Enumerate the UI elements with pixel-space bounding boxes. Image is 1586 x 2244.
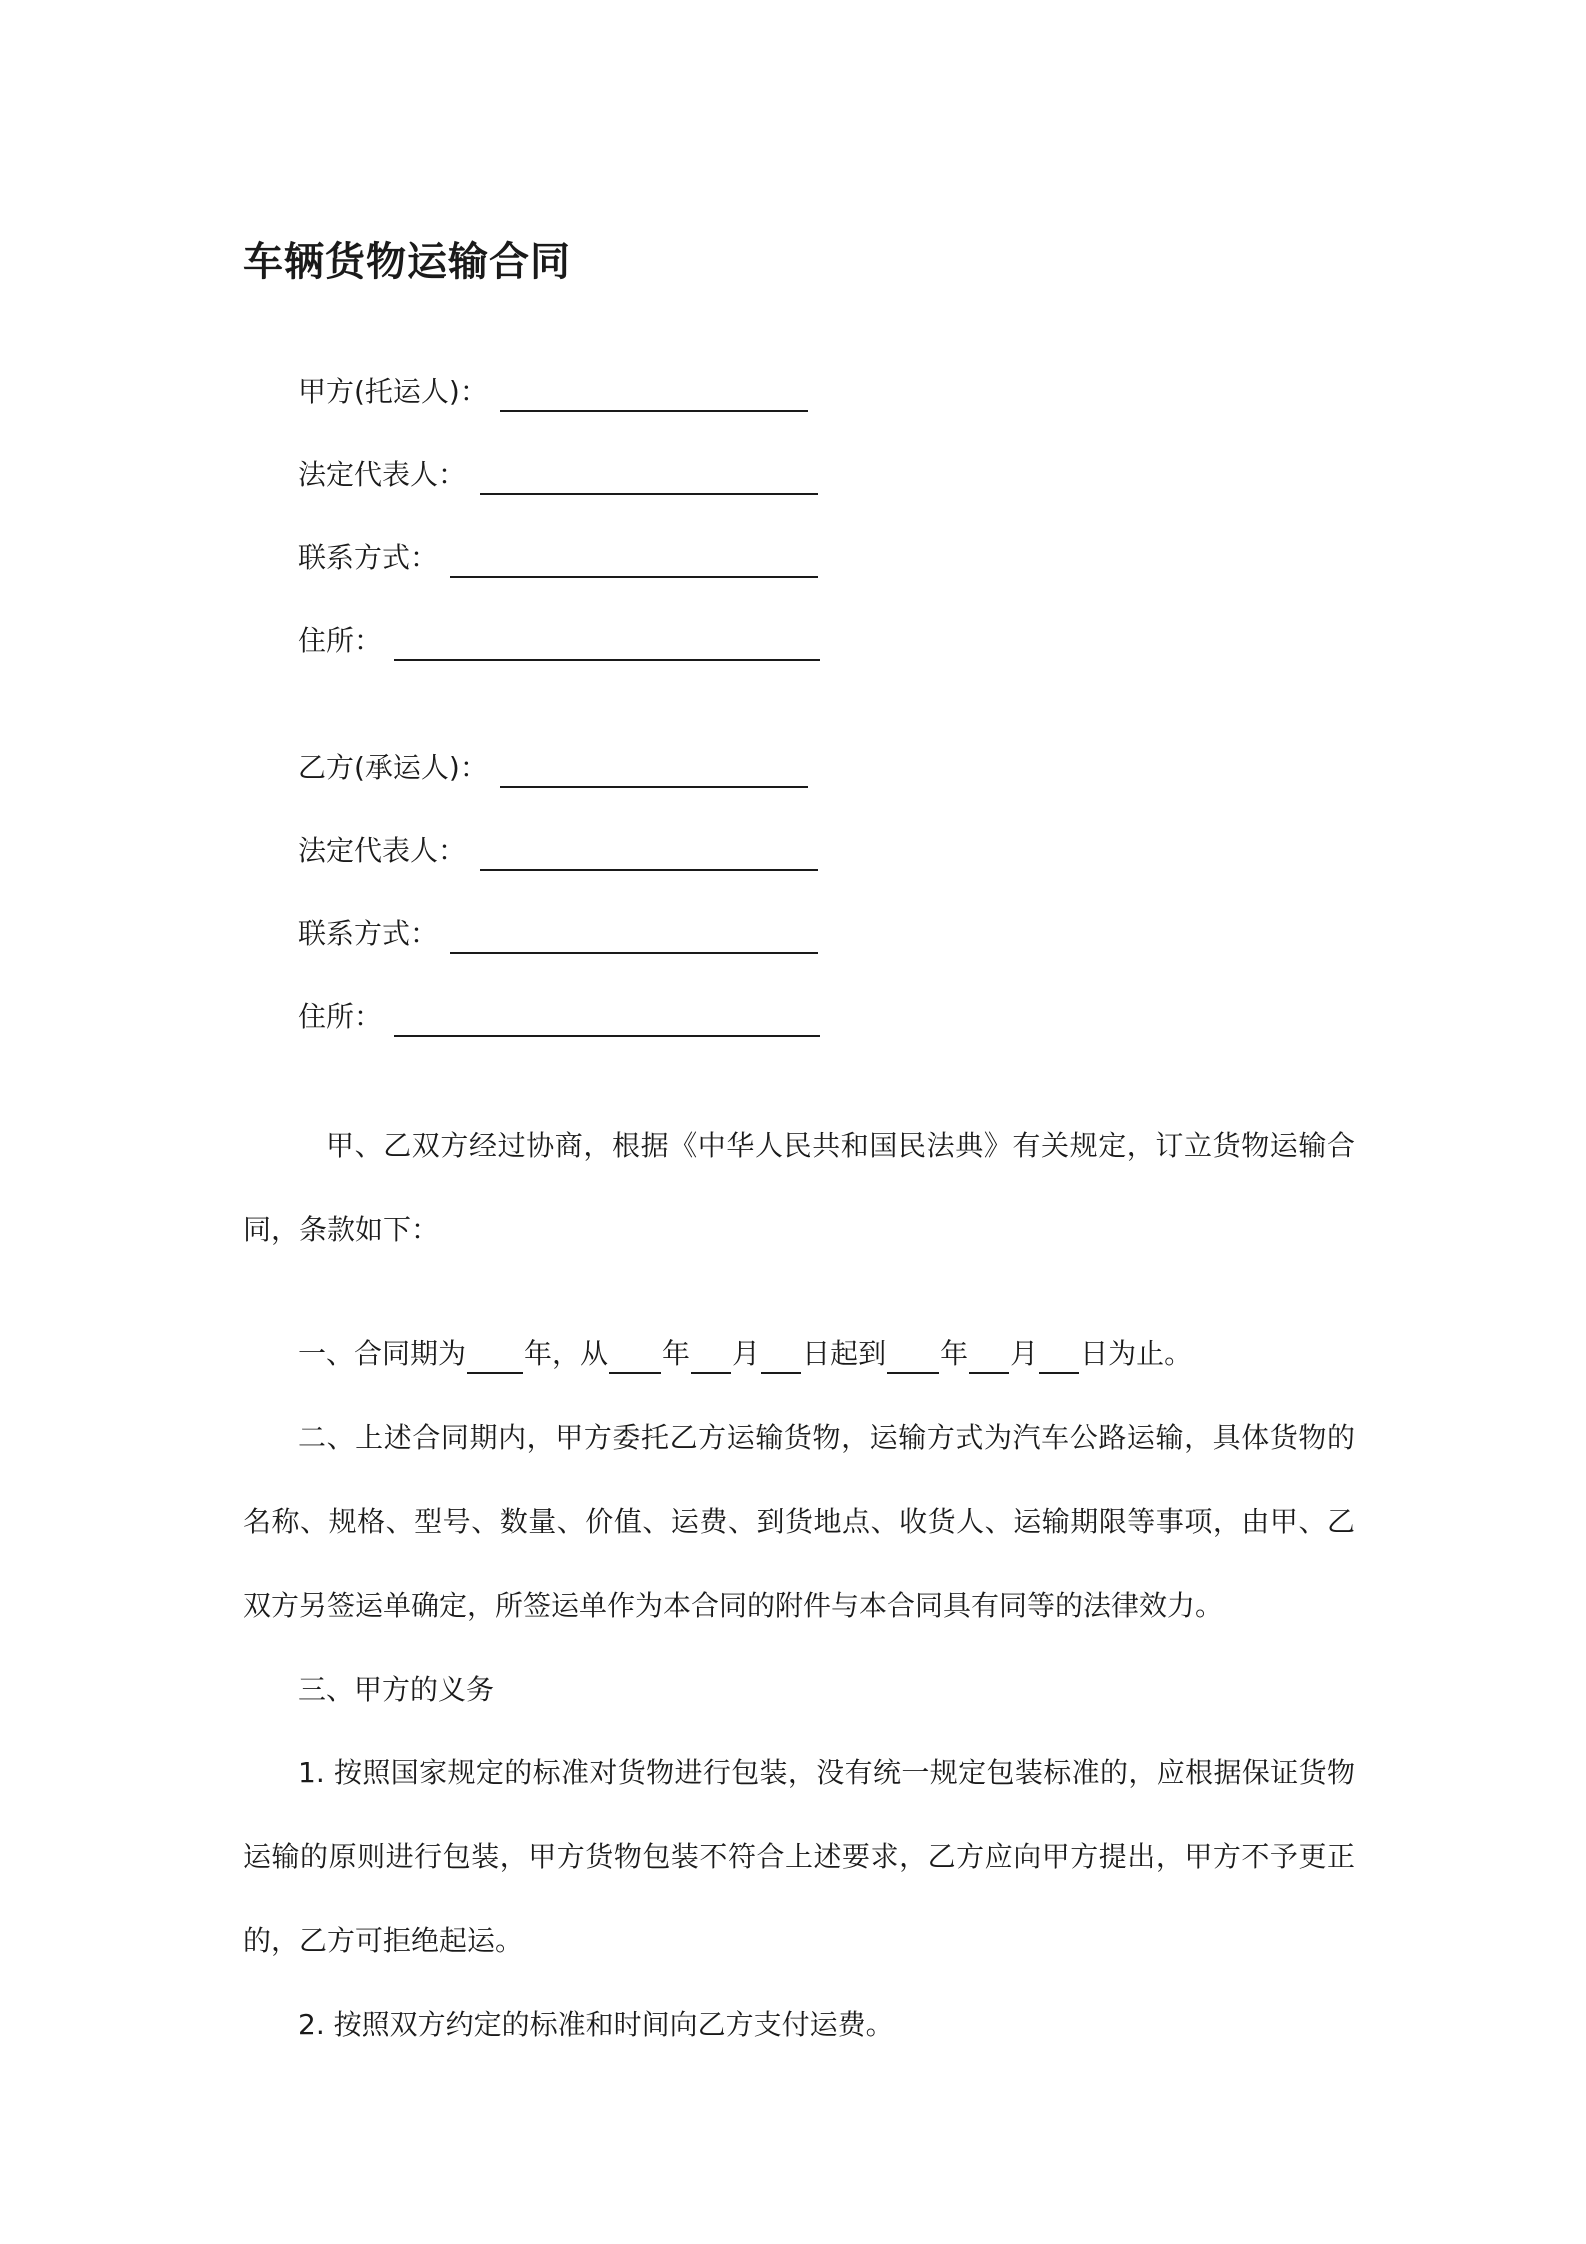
clause-1-text-8: 日为止。 bbox=[1080, 1337, 1193, 1370]
party-a-label: 甲方(托运人)： bbox=[298, 375, 488, 408]
party-a-address-blank[interactable] bbox=[394, 621, 820, 661]
preamble-paragraph: 甲、乙双方经过协商，根据《中华人民共和国民法典》有关规定，订立货物运输合同，条款如下： bbox=[243, 1129, 1355, 1246]
clause-1-text-5: 日起到 bbox=[802, 1337, 887, 1370]
party-b-representative-field bbox=[298, 831, 818, 871]
clause-1-text-3: 年 bbox=[662, 1337, 691, 1370]
party-b-label: 乙方(承运人)： bbox=[298, 751, 488, 784]
clause-1-end-year-blank[interactable] bbox=[887, 1336, 939, 1374]
party-a-representative-label: 法定代表人： bbox=[298, 458, 467, 491]
clause-1-start-day-blank[interactable] bbox=[761, 1336, 801, 1374]
clause-1-years-blank[interactable] bbox=[467, 1336, 523, 1374]
party-b-contact-label: 联系方式： bbox=[298, 917, 439, 950]
clause-1-start-year-blank[interactable] bbox=[609, 1336, 661, 1374]
party-b-address-label: 住所： bbox=[298, 1000, 383, 1033]
party-a-address-label: 住所： bbox=[298, 624, 383, 657]
document-title: 车辆货物运输合同 bbox=[243, 239, 571, 285]
party-b-contact-blank[interactable] bbox=[450, 914, 818, 954]
party-b-address-field bbox=[298, 997, 820, 1037]
clause-3-item-1: 1. 按照国家规定的标准对货物进行包装，没有统一规定包装标准的，应根据保证货物运输的原则进行包装，甲方货物包装不符合上述要求，乙方应向甲方提出，甲方不予更正的，乙方可拒绝起运。 bbox=[243, 1756, 1355, 1957]
party-a-field bbox=[298, 372, 808, 412]
party-a-contact-label: 联系方式： bbox=[298, 541, 439, 574]
party-a-representative-field bbox=[298, 455, 818, 495]
party-b-representative-label: 法定代表人： bbox=[298, 834, 467, 867]
party-b-representative-blank[interactable] bbox=[480, 831, 818, 871]
party-b-field bbox=[298, 748, 808, 788]
clause-1-text-7: 月 bbox=[1010, 1337, 1039, 1370]
clause-2-paragraph: 二、上述合同期内，甲方委托乙方运输货物，运输方式为汽车公路运输，具体货物的名称、规格、型号、数量、价值、运费、到货地点、收货人、运输期限等事项，由甲、乙双方另签运单确定，所签运单作为本合同的附件与本合同具有同等的法律效力。 bbox=[243, 1421, 1355, 1622]
clause-1-text-1: 一、合同期为 bbox=[298, 1337, 467, 1370]
party-b-address-blank[interactable] bbox=[394, 997, 820, 1037]
party-a-contact-blank[interactable] bbox=[450, 538, 818, 578]
party-a-address-field bbox=[298, 621, 820, 661]
clause-1-start-month-blank[interactable] bbox=[691, 1336, 731, 1374]
clause-1-text-2: 年，从 bbox=[524, 1337, 609, 1370]
party-b-blank[interactable] bbox=[500, 748, 808, 788]
clause-1-end-month-blank[interactable] bbox=[969, 1336, 1009, 1374]
clause-1-text-6: 年 bbox=[940, 1337, 969, 1370]
clause-3-item-2: 2. 按照双方约定的标准和时间向乙方支付运费。 bbox=[298, 2008, 894, 2041]
clause-1-text-4: 月 bbox=[732, 1337, 761, 1370]
clause-1-end-day-blank[interactable] bbox=[1039, 1336, 1079, 1374]
party-a-representative-blank[interactable] bbox=[480, 455, 818, 495]
clause-1-contract-period bbox=[298, 1334, 1192, 1374]
party-b-contact-field bbox=[298, 914, 818, 954]
party-a-blank[interactable] bbox=[500, 372, 808, 412]
party-a-contact-field bbox=[298, 538, 818, 578]
clause-3-heading: 三、甲方的义务 bbox=[298, 1673, 495, 1706]
